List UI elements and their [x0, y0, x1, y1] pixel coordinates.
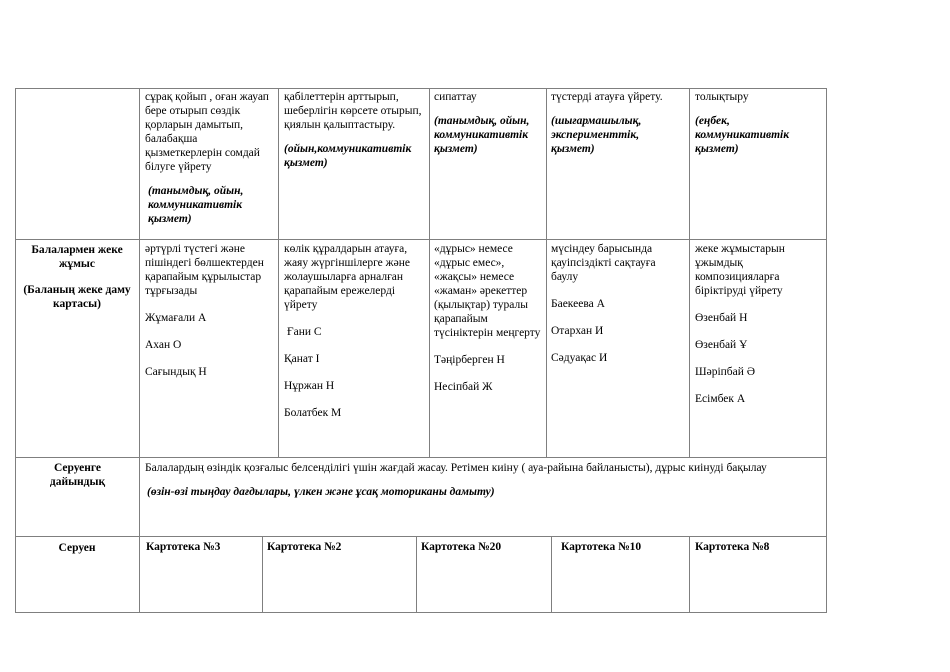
cell-text: сипаттау: [434, 91, 477, 103]
cell-activity: (танымдық, ойын, коммуникативтік қызмет): [434, 115, 530, 155]
row4-label: Серуен: [58, 542, 96, 554]
card-ref-4: Картотека №10: [561, 541, 642, 553]
row1-cell-2: [284, 90, 424, 183]
cell-text: жеке жұмыстарын ұжымдық композицияларға біріктіруді үйрету: [695, 243, 785, 297]
child-name: Отархан И: [551, 325, 604, 337]
row-divider: [15, 239, 827, 240]
cell-text: «дұрыс» немесе «дұрыс емес», «жақсы» немесе «жаман» әрекеттер (қылықтар) туралы қарапайым түсініктерін меңгерту: [434, 243, 541, 339]
col-divider: [262, 536, 263, 613]
row3-label: Серуенге дайындық: [49, 462, 106, 488]
card-ref-3: Картотека №20: [421, 541, 502, 553]
child-name: Ахан О: [145, 339, 182, 351]
cell-activity: (ойын,коммуникативтік қызмет): [284, 143, 412, 169]
cell-text: сұрақ қойып , оған жауап бере отырып сөздік қорларын дамытып, балабақша қызметкерлерін сомдай білуге үйрету: [145, 91, 269, 173]
child-name: Баекеева А: [551, 298, 605, 310]
col-divider: [416, 536, 417, 613]
child-name: Сәдуақас И: [551, 352, 608, 364]
row-sublabel-text: (Баланың жеке даму картасы): [23, 284, 131, 310]
cell-text: әртүрлі түстегі және пішіндегі бөлшектерден қарапайым құрылыстар тұрғызады: [145, 243, 264, 297]
child-name: Ғани С: [287, 326, 322, 338]
child-name: Өзенбай Н: [695, 312, 748, 324]
child-name: Тәңірберген Н: [434, 354, 505, 366]
child-name: Қанат І: [284, 353, 320, 365]
cell-activity: (еңбек, коммуникативтік қызмет): [695, 115, 790, 155]
child-name: Жұмағали А: [145, 312, 207, 324]
row-divider: [15, 536, 827, 537]
child-name: Сағындық Н: [145, 366, 207, 378]
child-name: Несіпбай Ж: [434, 381, 493, 393]
col-divider: [429, 88, 430, 457]
col-divider: [546, 88, 547, 457]
child-name: Өзенбай Ұ: [695, 339, 748, 351]
col-divider: [551, 536, 552, 613]
row1-cell-1: [145, 90, 273, 239]
cell-text: көлік құралдарын атауға, жаяу жүргіншілерге және жолаушыларға арналған қарапайым ережелерді үйрету: [284, 243, 410, 311]
row-divider: [15, 457, 827, 458]
child-name: Шәріпбай Ә: [695, 366, 756, 378]
row1-cell-5: [695, 90, 823, 169]
child-name: Нұржан Н: [284, 380, 335, 392]
row2-cell-1: [145, 242, 273, 392]
row2-label: [18, 243, 136, 311]
row2-cell-5: [695, 242, 823, 419]
cell-text: толықтыру: [695, 91, 749, 103]
cell-activity: (өзін-өзі тыңдау дағдылары, үлкен және ұсақ моториканы дамыту): [147, 486, 495, 498]
col-divider: [689, 88, 690, 457]
cell-text: Балалардың өзіндік қозғалыс белсенділігі үшін жағдай жасау. Ретімен киіну ( ауа-райына байланысты), дұрыс киінуді бақылау: [145, 462, 767, 474]
col-divider: [689, 536, 690, 613]
child-name: Болатбек М: [284, 407, 342, 419]
child-name: Есімбек А: [695, 393, 746, 405]
row-label-text: Балалармен жеке жұмыс: [31, 244, 123, 270]
cell-activity: (шығармашылық, эксперименттік, қызмет): [551, 115, 642, 155]
cell-text: түстерді атауға үйрету.: [551, 91, 663, 103]
col-divider: [278, 88, 279, 457]
card-ref-1: Картотека №3: [146, 541, 221, 553]
cell-text: мүсіндеу барысында қауіпсіздікті сақтауға баулу: [551, 243, 656, 283]
row1-cell-4: [551, 90, 685, 169]
row2-cell-3: [434, 242, 542, 407]
row2-cell-2: [284, 242, 424, 433]
cell-activity: (танымдық, ойын, коммуникативтік қызмет): [148, 185, 244, 225]
card-ref-2: Картотека №2: [267, 541, 342, 553]
row3-cell: [145, 461, 823, 512]
row2-cell-4: [551, 242, 685, 378]
card-ref-5: Картотека №8: [695, 541, 770, 553]
row1-cell-3: [434, 90, 542, 169]
col-divider: [139, 88, 140, 613]
cell-text: қабілеттерін арттырып, шеберлігін көрсете отырып, қиялын қалыптастыру.: [284, 91, 422, 131]
